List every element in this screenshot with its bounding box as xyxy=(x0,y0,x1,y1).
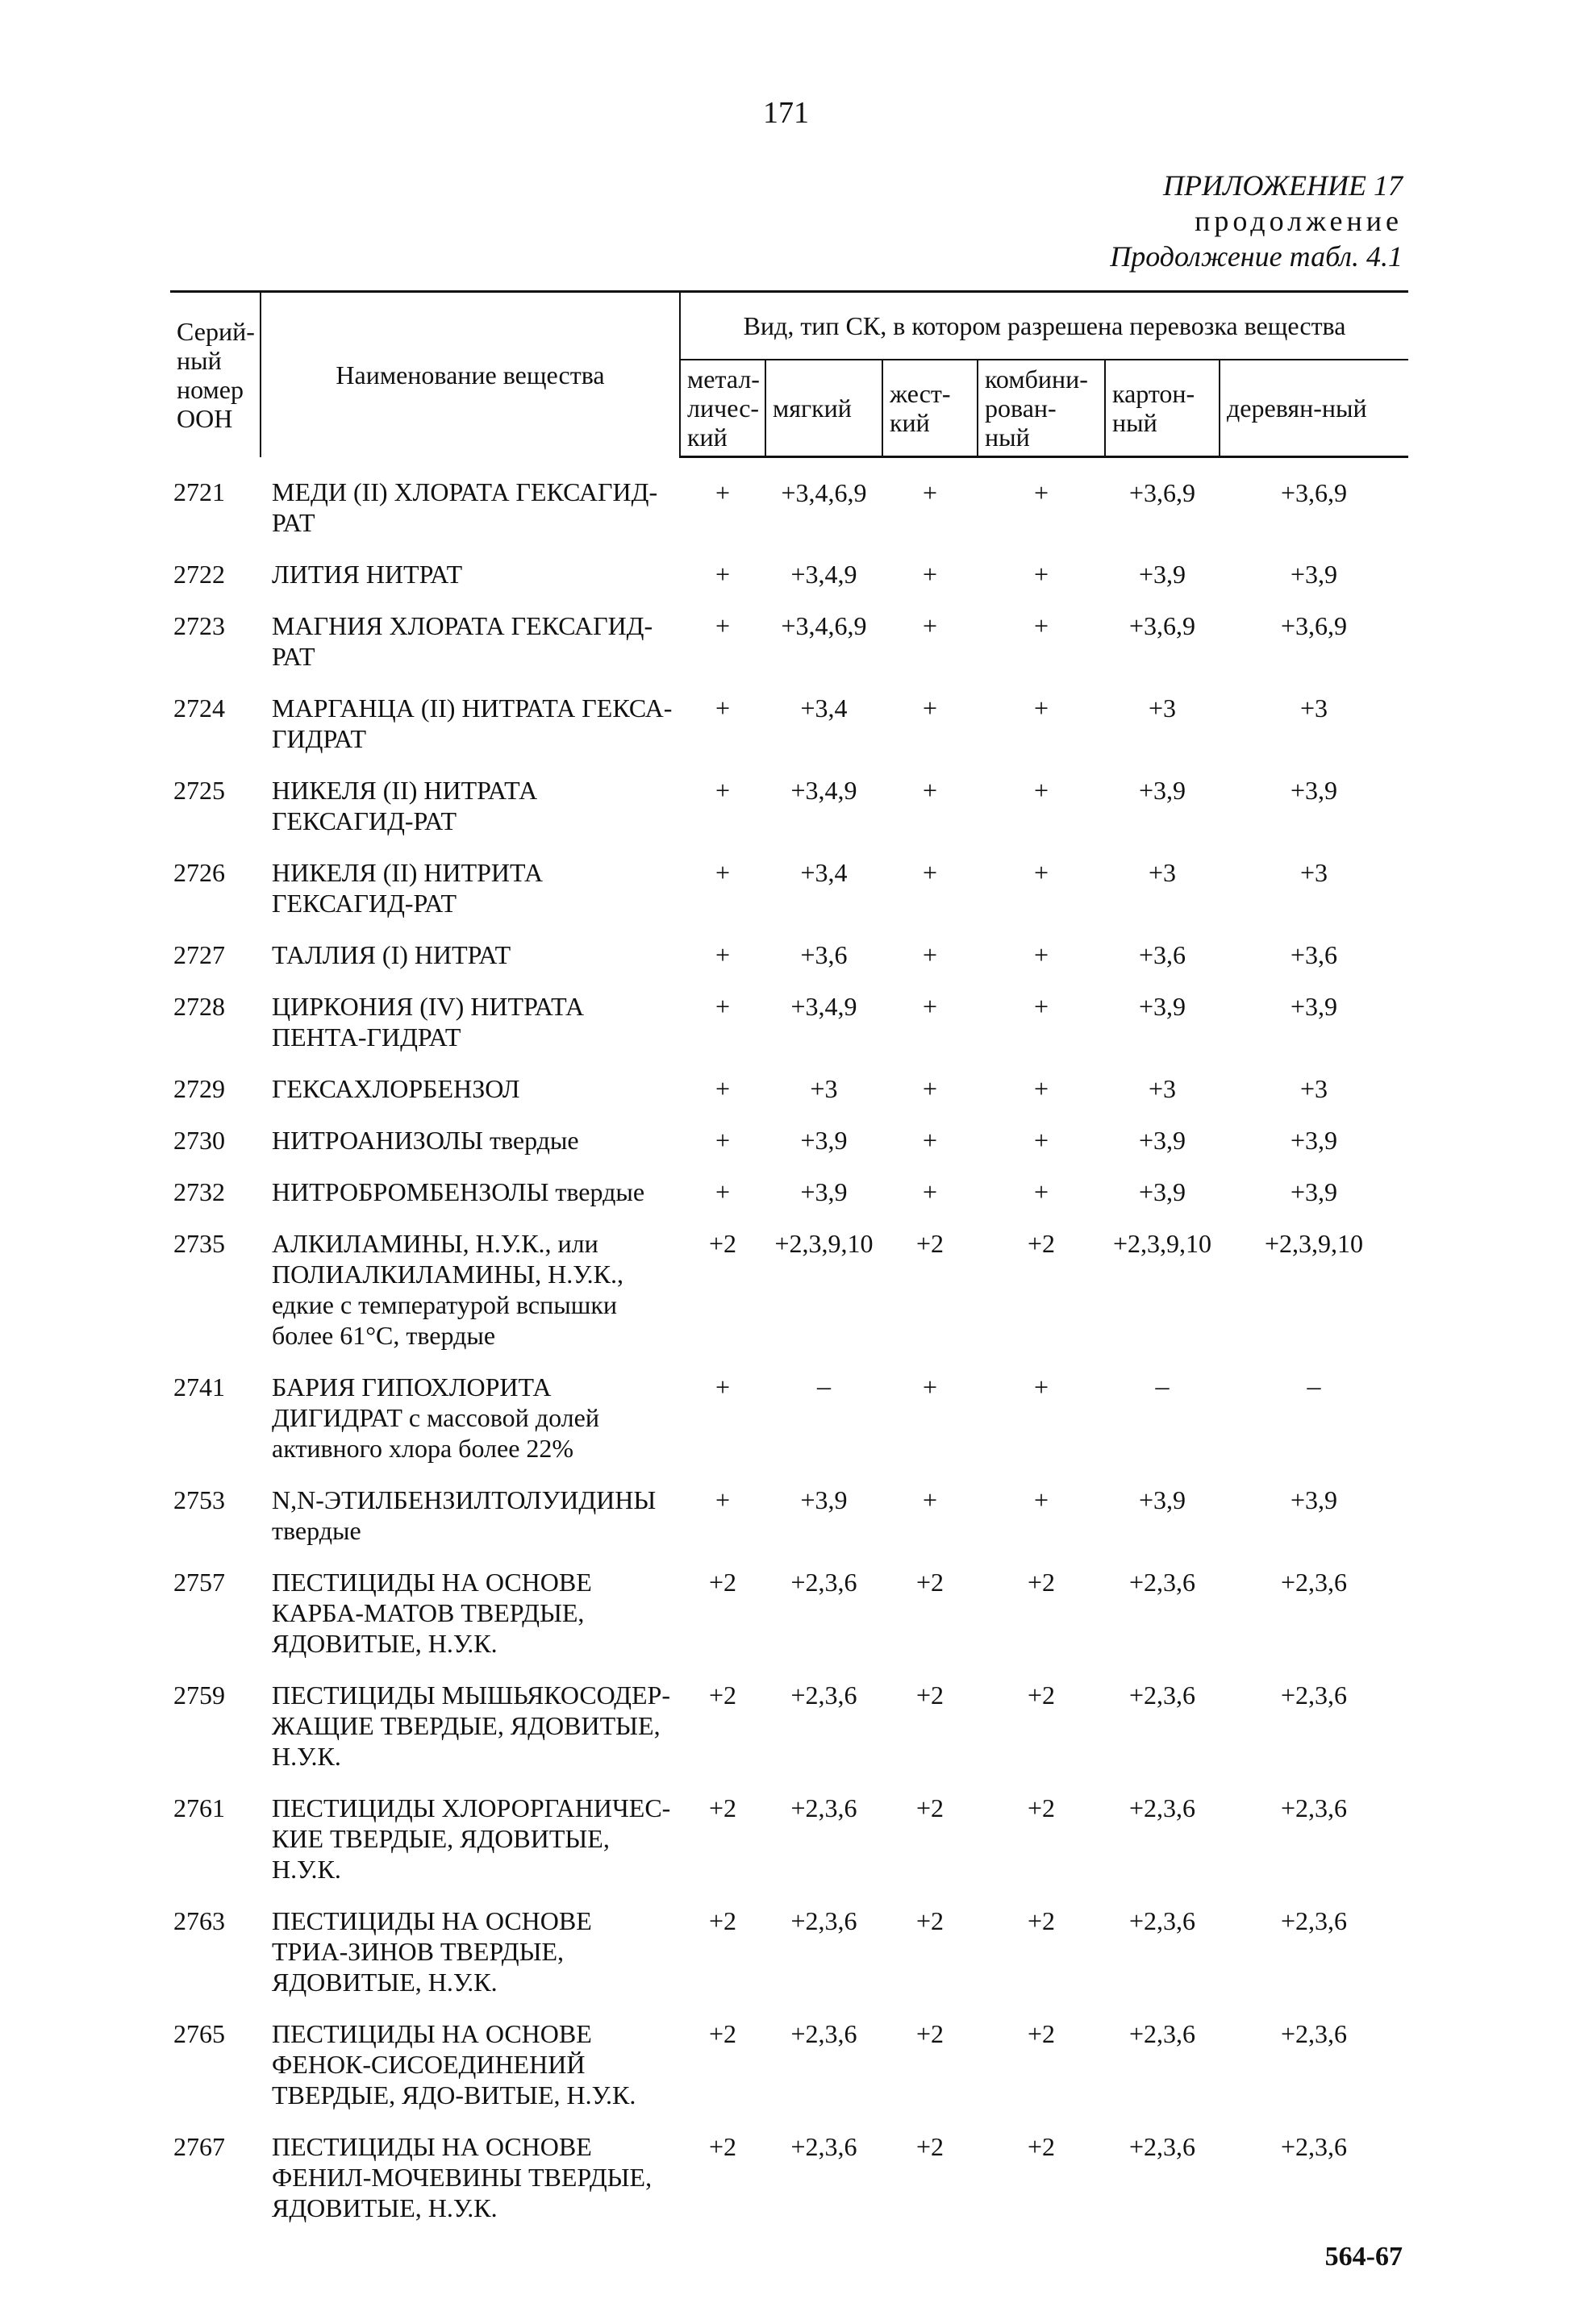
cell-combined: + xyxy=(1033,1177,1049,1206)
cell-wooden: +3,6 xyxy=(1290,939,1338,969)
cell-wooden: +2,3,9,10 xyxy=(1264,1228,1364,1258)
cell-wooden: +3,9 xyxy=(1290,559,1338,589)
cell-rigid: + xyxy=(922,1372,938,1401)
cell-combined: + xyxy=(1033,775,1049,805)
cell-rigid: + xyxy=(922,693,938,723)
cell-combined: + xyxy=(1033,610,1049,640)
table-row xyxy=(170,986,1408,1068)
cell-metallic: + xyxy=(715,559,731,589)
cell-metallic: + xyxy=(715,939,731,969)
cell-substance-name: ГЕКСАХЛОРБЕНЗОЛ xyxy=(272,1073,520,1103)
cell-metallic: + xyxy=(715,693,731,723)
cell-soft: +3,6 xyxy=(800,939,848,969)
cell-combined: +2 xyxy=(1027,1905,1056,1935)
cell-metallic: + xyxy=(715,1073,731,1103)
cell-substance-name: ЛИТИЯ НИТРАТ xyxy=(272,559,463,589)
cell-serial: 2763 xyxy=(173,1905,225,1935)
cell-cardboard: – xyxy=(1155,1371,1170,1401)
cell-metallic: + xyxy=(715,991,731,1021)
cell-rigid: + xyxy=(922,857,938,887)
cell-rigid: + xyxy=(922,1485,938,1514)
table-row xyxy=(170,1068,1408,1120)
cell-wooden: +3,9 xyxy=(1290,775,1338,805)
cell-serial: 2725 xyxy=(173,775,225,805)
cell-metallic: +2 xyxy=(708,1793,737,1822)
cell-substance-name: ТАЛЛИЯ (I) НИТРАТ xyxy=(272,939,511,969)
cell-metallic: + xyxy=(715,857,731,887)
cell-combined: + xyxy=(1033,1125,1049,1155)
cell-metallic: +2 xyxy=(708,1680,737,1710)
cell-soft: +2,3,6 xyxy=(790,2131,857,2161)
page-number: 171 xyxy=(763,96,809,130)
cell-rigid: + xyxy=(922,478,938,507)
table-body xyxy=(170,457,1408,2239)
cell-cardboard: +3,6 xyxy=(1138,939,1186,969)
cell-soft: +3,4,9 xyxy=(790,991,857,1021)
table-row xyxy=(170,935,1408,986)
cell-combined: + xyxy=(1033,1485,1049,1514)
cell-rigid: +2 xyxy=(915,2131,944,2161)
cell-wooden: +3,9 xyxy=(1290,1125,1338,1155)
cell-metallic: +2 xyxy=(708,2018,737,2048)
cell-soft: +3,4,9 xyxy=(790,559,857,589)
table-row xyxy=(170,457,1408,554)
appendix-header xyxy=(1110,168,1403,274)
cell-combined: +2 xyxy=(1027,1680,1056,1710)
cell-soft: +3,9 xyxy=(800,1177,848,1206)
cell-wooden: +3,9 xyxy=(1290,1485,1338,1514)
table-row xyxy=(170,770,1408,852)
table-row xyxy=(170,1562,1408,1675)
cell-combined: + xyxy=(1033,857,1049,887)
cell-wooden: +2,3,6 xyxy=(1280,2018,1348,2048)
header-container-type: Вид, тип СК, в котором разрешена перевозка вещества xyxy=(680,292,1408,360)
cell-serial: 2741 xyxy=(173,1372,225,1401)
table-row xyxy=(170,852,1408,935)
cell-combined: +2 xyxy=(1027,1567,1056,1597)
cell-substance-name: N,N-ЭТИЛБЕНЗИЛТОЛУИДИНЫ твердые xyxy=(272,1485,657,1545)
cell-substance-name: ПЕСТИЦИДЫ НА ОСНОВЕ ТРИА-ЗИНОВ ТВЕРДЫЕ, ЯДОВИТЫЕ, Н.У.К. xyxy=(272,1905,592,1997)
cell-metallic: + xyxy=(715,1485,731,1514)
cell-combined: +2 xyxy=(1027,2018,1056,2048)
cell-cardboard: +3 xyxy=(1148,1073,1177,1103)
cell-combined: + xyxy=(1033,991,1049,1021)
cell-serial: 2732 xyxy=(173,1177,225,1206)
cell-cardboard: +3,6,9 xyxy=(1128,610,1196,640)
cell-cardboard: +3,9 xyxy=(1138,1125,1186,1155)
cell-soft: +3,4,9 xyxy=(790,775,857,805)
cell-cardboard: +3,9 xyxy=(1138,1485,1186,1514)
cell-metallic: +2 xyxy=(708,1228,737,1258)
cell-substance-name: НИКЕЛЯ (II) НИТРАТА ГЕКСАГИД-РАТ xyxy=(272,775,538,835)
cell-metallic: + xyxy=(715,610,731,640)
cell-soft: +2,3,6 xyxy=(790,1905,857,1935)
cell-cardboard: +3,9 xyxy=(1138,991,1186,1021)
cell-wooden: +2,3,6 xyxy=(1280,1567,1348,1597)
cell-soft: +2,3,6 xyxy=(790,2018,857,2048)
cell-serial: 2753 xyxy=(173,1485,225,1514)
cell-soft: +2,3,9,10 xyxy=(774,1228,874,1258)
cell-serial: 2757 xyxy=(173,1567,225,1597)
cell-combined: + xyxy=(1033,1073,1049,1103)
table-row xyxy=(170,1480,1408,1562)
cell-substance-name: ПЕСТИЦИДЫ НА ОСНОВЕ ФЕНОК-СИСОЕДИНЕНИЙ ТВЕРДЫЕ, ЯДО-ВИТЫЕ, Н.У.К. xyxy=(272,2018,636,2110)
cell-wooden: +2,3,6 xyxy=(1280,2131,1348,2161)
cell-substance-name: БАРИЯ ГИПОХЛОРИТА ДИГИДРАТ с массовой долей активного хлора более 22% xyxy=(272,1372,599,1463)
cell-rigid: + xyxy=(922,939,938,969)
cell-combined: + xyxy=(1033,1372,1049,1401)
cell-substance-name: ПЕСТИЦИДЫ НА ОСНОВЕ КАРБА-МАТОВ ТВЕРДЫЕ, ЯДОВИТЫЕ, Н.У.К. xyxy=(272,1567,592,1658)
cell-serial: 2765 xyxy=(173,2018,225,2048)
cell-soft: – xyxy=(817,1371,831,1401)
cell-soft: +2,3,6 xyxy=(790,1680,857,1710)
cell-rigid: +2 xyxy=(915,1793,944,1822)
cell-substance-name: ЦИРКОНИЯ (IV) НИТРАТА ПЕНТА-ГИДРАТ xyxy=(272,991,585,1052)
cell-wooden: +3 xyxy=(1299,1073,1328,1103)
table-row xyxy=(170,1223,1408,1367)
cell-rigid: +2 xyxy=(915,1680,944,1710)
cell-wooden: +3,9 xyxy=(1290,991,1338,1021)
cell-metallic: +2 xyxy=(708,2131,737,2161)
cell-combined: + xyxy=(1033,693,1049,723)
cell-wooden: +3 xyxy=(1299,857,1328,887)
table-row xyxy=(170,1172,1408,1223)
table-row xyxy=(170,2014,1408,2126)
cell-soft: +3,4 xyxy=(800,693,848,723)
cell-cardboard: +2,3,6 xyxy=(1128,2018,1196,2048)
cell-substance-name: МАГНИЯ ХЛОРАТА ГЕКСАГИД-РАТ xyxy=(272,610,653,671)
cell-serial: 2735 xyxy=(173,1228,225,1258)
cell-serial: 2727 xyxy=(173,939,225,969)
table-row xyxy=(170,2126,1408,2239)
table-row xyxy=(170,1788,1408,1901)
cell-substance-name: НИКЕЛЯ (II) НИТРИТА ГЕКСАГИД-РАТ xyxy=(272,857,544,918)
cell-serial: 2729 xyxy=(173,1073,225,1103)
header-serial: Серий-ный номер ООН xyxy=(170,292,261,457)
table-row xyxy=(170,1120,1408,1172)
cell-cardboard: +2,3,6 xyxy=(1128,2131,1196,2161)
cell-serial: 2726 xyxy=(173,857,225,887)
cell-combined: +2 xyxy=(1027,1793,1056,1822)
cell-substance-name: ПЕСТИЦИДЫ ХЛОРОРГАНИЧЕС-КИЕ ТВЕРДЫЕ, ЯДОВИТЫЕ, Н.У.К. xyxy=(272,1793,671,1884)
cell-cardboard: +2,3,9,10 xyxy=(1112,1228,1212,1258)
cell-cardboard: +3 xyxy=(1148,693,1177,723)
cell-rigid: + xyxy=(922,559,938,589)
header-metallic: метал-личес-кий xyxy=(680,360,765,457)
cell-combined: + xyxy=(1033,559,1049,589)
cell-substance-name: АЛКИЛАМИНЫ, Н.У.К., или ПОЛИАЛКИЛАМИНЫ, Н.У.К., едкие с температурой вспышки более 61°С, твердые xyxy=(272,1228,623,1350)
cell-cardboard: +3,9 xyxy=(1138,559,1186,589)
cell-rigid: + xyxy=(922,1125,938,1155)
cell-cardboard: +2,3,6 xyxy=(1128,1905,1196,1935)
cell-combined: +2 xyxy=(1027,1228,1056,1258)
cell-substance-name: МАРГАНЦА (II) НИТРАТА ГЕКСА-ГИДРАТ xyxy=(272,693,673,753)
table-row xyxy=(170,1675,1408,1788)
cell-metallic: + xyxy=(715,1177,731,1206)
cell-serial: 2723 xyxy=(173,610,225,640)
cell-soft: +3,9 xyxy=(800,1485,848,1514)
cell-wooden: +2,3,6 xyxy=(1280,1905,1348,1935)
appendix-title: ПРИЛОЖЕНИЕ 17 xyxy=(1163,169,1403,202)
cell-soft: +3,4,6,9 xyxy=(781,478,867,507)
cell-soft: +2,3,6 xyxy=(790,1793,857,1822)
table-reference: Продолжение табл. 4.1 xyxy=(1110,240,1403,273)
cell-wooden: +3,9 xyxy=(1290,1177,1338,1206)
cell-substance-name: НИТРОАНИЗОЛЫ твердые xyxy=(272,1125,579,1155)
cell-metallic: + xyxy=(715,1125,731,1155)
cell-cardboard: +2,3,6 xyxy=(1128,1567,1196,1597)
cell-cardboard: +3,6,9 xyxy=(1128,478,1196,507)
cell-rigid: +2 xyxy=(915,2018,944,2048)
table-row xyxy=(170,688,1408,770)
cell-cardboard: +2,3,6 xyxy=(1128,1793,1196,1822)
footer-code: 564-67 xyxy=(1324,2242,1403,2272)
cell-cardboard: +3,9 xyxy=(1138,775,1186,805)
cell-wooden: +3 xyxy=(1299,693,1328,723)
header-cardboard: картон-ный xyxy=(1105,360,1220,457)
cell-rigid: +2 xyxy=(915,1905,944,1935)
cell-wooden: – xyxy=(1307,1371,1321,1401)
cell-metallic: + xyxy=(715,1372,731,1401)
table-row xyxy=(170,1901,1408,2014)
cell-serial: 2730 xyxy=(173,1125,225,1155)
table-row xyxy=(170,554,1408,606)
cell-soft: +3 xyxy=(810,1073,838,1103)
cell-metallic: + xyxy=(715,478,731,507)
cell-cardboard: +3 xyxy=(1148,857,1177,887)
table-row xyxy=(170,1367,1408,1480)
cell-wooden: +2,3,6 xyxy=(1280,1793,1348,1822)
cell-serial: 2759 xyxy=(173,1680,225,1710)
header-soft: мягкий xyxy=(765,360,882,457)
cell-serial: 2722 xyxy=(173,559,225,589)
cell-wooden: +3,6,9 xyxy=(1280,478,1348,507)
cell-substance-name: ПЕСТИЦИДЫ МЫШЬЯКОСОДЕР-ЖАЩИЕ ТВЕРДЫЕ, ЯДОВИТЫЕ, Н.У.К. xyxy=(272,1680,670,1771)
cell-substance-name: НИТРОБРОМБЕНЗОЛЫ твердые xyxy=(272,1177,645,1206)
cell-metallic: +2 xyxy=(708,1567,737,1597)
appendix-continuation: продолжение xyxy=(1195,205,1403,237)
cell-cardboard: +3,9 xyxy=(1138,1177,1186,1206)
cell-rigid: +2 xyxy=(915,1567,944,1597)
cell-serial: 2767 xyxy=(173,2131,225,2161)
cell-rigid: + xyxy=(922,1177,938,1206)
cell-rigid: + xyxy=(922,610,938,640)
header-combined: комбини-рован-ный xyxy=(978,360,1105,457)
cell-serial: 2724 xyxy=(173,693,225,723)
cell-metallic: + xyxy=(715,775,731,805)
cell-wooden: +2,3,6 xyxy=(1280,1680,1348,1710)
cell-metallic: +2 xyxy=(708,1905,737,1935)
cell-rigid: + xyxy=(922,775,938,805)
cell-serial: 2728 xyxy=(173,991,225,1021)
header-rigid: жест-кий xyxy=(882,360,978,457)
table-row xyxy=(170,606,1408,688)
cell-soft: +3,9 xyxy=(800,1125,848,1155)
cell-wooden: +3,6,9 xyxy=(1280,610,1348,640)
cell-soft: +3,4 xyxy=(800,857,848,887)
cell-soft: +2,3,6 xyxy=(790,1567,857,1597)
cell-substance-name: ПЕСТИЦИДЫ НА ОСНОВЕ ФЕНИЛ-МОЧЕВИНЫ ТВЕРДЫЕ, ЯДОВИТЫЕ, Н.У.К. xyxy=(272,2131,653,2222)
cell-soft: +3,4,6,9 xyxy=(781,610,867,640)
cell-rigid: +2 xyxy=(915,1228,944,1258)
cell-combined: +2 xyxy=(1027,2131,1056,2161)
cell-combined: + xyxy=(1033,478,1049,507)
cell-combined: + xyxy=(1033,939,1049,969)
cell-serial: 2721 xyxy=(173,477,225,506)
cell-serial: 2761 xyxy=(173,1793,225,1822)
substances-table xyxy=(170,290,1408,2239)
cell-rigid: + xyxy=(922,1073,938,1103)
cell-rigid: + xyxy=(922,991,938,1021)
header-name: Наименование вещества xyxy=(261,292,680,457)
header-wooden: деревян-ный xyxy=(1220,360,1408,457)
cell-substance-name: МЕДИ (II) ХЛОРАТА ГЕКСАГИД-РАТ xyxy=(272,477,658,537)
cell-cardboard: +2,3,6 xyxy=(1128,1680,1196,1710)
